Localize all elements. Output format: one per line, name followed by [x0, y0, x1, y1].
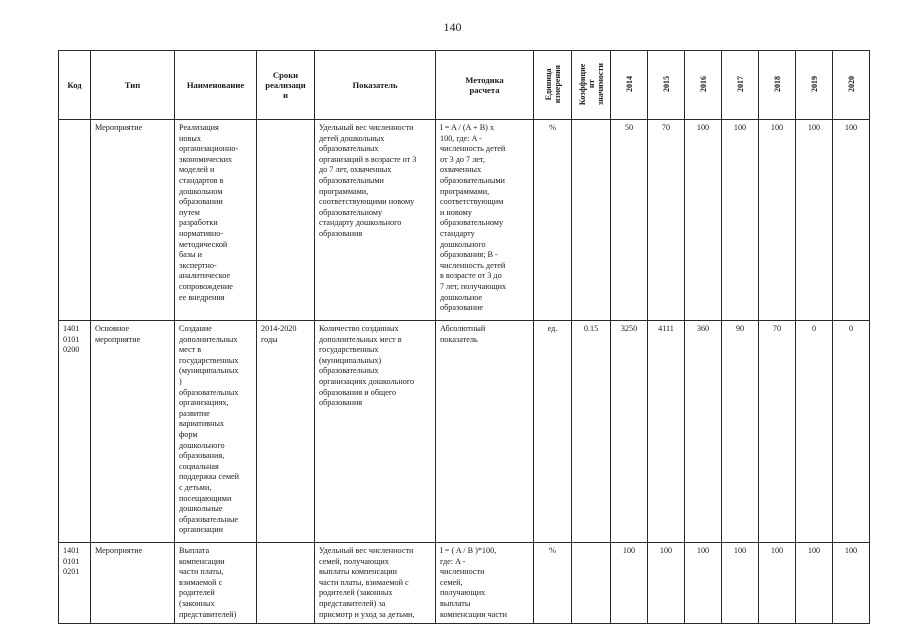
cell-kod: [59, 120, 91, 321]
table-row: [59, 321, 870, 543]
header-year-2020: 2020: [833, 51, 870, 120]
header-tip: Тип: [91, 51, 175, 120]
cell-year-value: 100: [722, 543, 759, 624]
cell-year-value: 0: [796, 321, 833, 543]
header-edinica: Единица измерения: [534, 51, 572, 120]
cell-naimenovanie: Выплата компенсации части платы, взимаемой с родителей (законных представителей): [175, 543, 257, 624]
cell-year-value: 100: [833, 543, 870, 624]
header-year-2014: 2014: [611, 51, 648, 120]
header-sroki: Сроки реализаци и: [257, 51, 315, 120]
cell-koefficient: [572, 543, 611, 624]
header-year-2015: 2015: [648, 51, 685, 120]
header-naimenovanie: Наименование: [175, 51, 257, 120]
cell-year-value: 70: [759, 321, 796, 543]
header-year-2016: 2016: [685, 51, 722, 120]
cell-year-value: 100: [833, 120, 870, 321]
cell-tip: Мероприятие: [91, 543, 175, 624]
page-number: 140: [443, 20, 462, 34]
cell-pokazatel: Удельный вес численности семей, получающих выплаты компенсации части платы, взимаемой с родителей (законных представителей) за присмотр и уход за детьми,: [315, 543, 436, 624]
table-row: [59, 120, 870, 321]
cell-year-value: 100: [611, 543, 648, 624]
cell-sroki: [257, 543, 315, 624]
cell-year-value: 100: [648, 543, 685, 624]
header-year-2017: 2017: [722, 51, 759, 120]
header-metodika: Методика расчета: [436, 51, 534, 120]
cell-year-value: 360: [685, 321, 722, 543]
cell-year-value: 100: [685, 543, 722, 624]
cell-year-value: 100: [796, 543, 833, 624]
header-row: [59, 51, 870, 120]
cell-year-value: 100: [796, 120, 833, 321]
cell-year-value: 100: [685, 120, 722, 321]
cell-year-value: 3250: [611, 321, 648, 543]
cell-naimenovanie: Создание дополнительных мест в государственных (муниципальных ) образовательных организациях, развитие вариативных форм дошкольного образования, социальная поддержка семей с детьми, посещающими дошкольные образовательные организации: [175, 321, 257, 543]
cell-sroki: 2014-2020 годы: [257, 321, 315, 543]
cell-pokazatel: Количество созданных дополнительных мест в государственных (муниципальных) образовательных организациях дошкольного образования и общего образования: [315, 321, 436, 543]
header-year-2018: 2018: [759, 51, 796, 120]
cell-year-value: 100: [722, 120, 759, 321]
header-year-2019: 2019: [796, 51, 833, 120]
cell-year-value: 90: [722, 321, 759, 543]
cell-kod: 1401 0101 0201: [59, 543, 91, 624]
program-table: [58, 50, 870, 624]
cell-year-value: 4111: [648, 321, 685, 543]
cell-edinica: %: [534, 543, 572, 624]
header-kod: Код: [59, 51, 91, 120]
cell-koefficient: [572, 120, 611, 321]
cell-kod: 1401 0101 0200: [59, 321, 91, 543]
cell-sroki: [257, 120, 315, 321]
header-koefficient: Коэффицие нт значимости: [572, 51, 611, 120]
cell-tip: Основное мероприятие: [91, 321, 175, 543]
cell-year-value: 50: [611, 120, 648, 321]
cell-metodika: Абсолютный показатель: [436, 321, 534, 543]
cell-year-value: 100: [759, 543, 796, 624]
table-row: [59, 543, 870, 624]
cell-edinica: ед.: [534, 321, 572, 543]
cell-koefficient: 0.15: [572, 321, 611, 543]
cell-edinica: %: [534, 120, 572, 321]
cell-year-value: 0: [833, 321, 870, 543]
cell-year-value: 100: [759, 120, 796, 321]
header-pokazatel: Показатель: [315, 51, 436, 120]
cell-year-value: 70: [648, 120, 685, 321]
cell-metodika: I = A / (A + B) x 100, где: A - численность детей от 3 до 7 лет, охваченных образовательными программами, соответствующим и новому образовательному стандарту дошкольного образования; B - численность детей в возрасте от 3 до 7 лет, получающих дошкольное образование: [436, 120, 534, 321]
cell-pokazatel: Удельный вес численности детей дошкольных образовательных организаций в возрасте от 3 до 7 лет, охваченных образовательными программами, соответствующими новому образовательному стандарту дошкольного образования: [315, 120, 436, 321]
cell-naimenovanie: Реализация новых организационно- экономических моделей и стандартов в дошкольном образовании путем разработки нормативно- методической базы и экспертно- аналитическое сопровождение ее внедрения: [175, 120, 257, 321]
cell-metodika: I = ( A / B )*100, где: A - численности семей, получающих выплаты компенсации части: [436, 543, 534, 624]
cell-tip: Мероприятие: [91, 120, 175, 321]
